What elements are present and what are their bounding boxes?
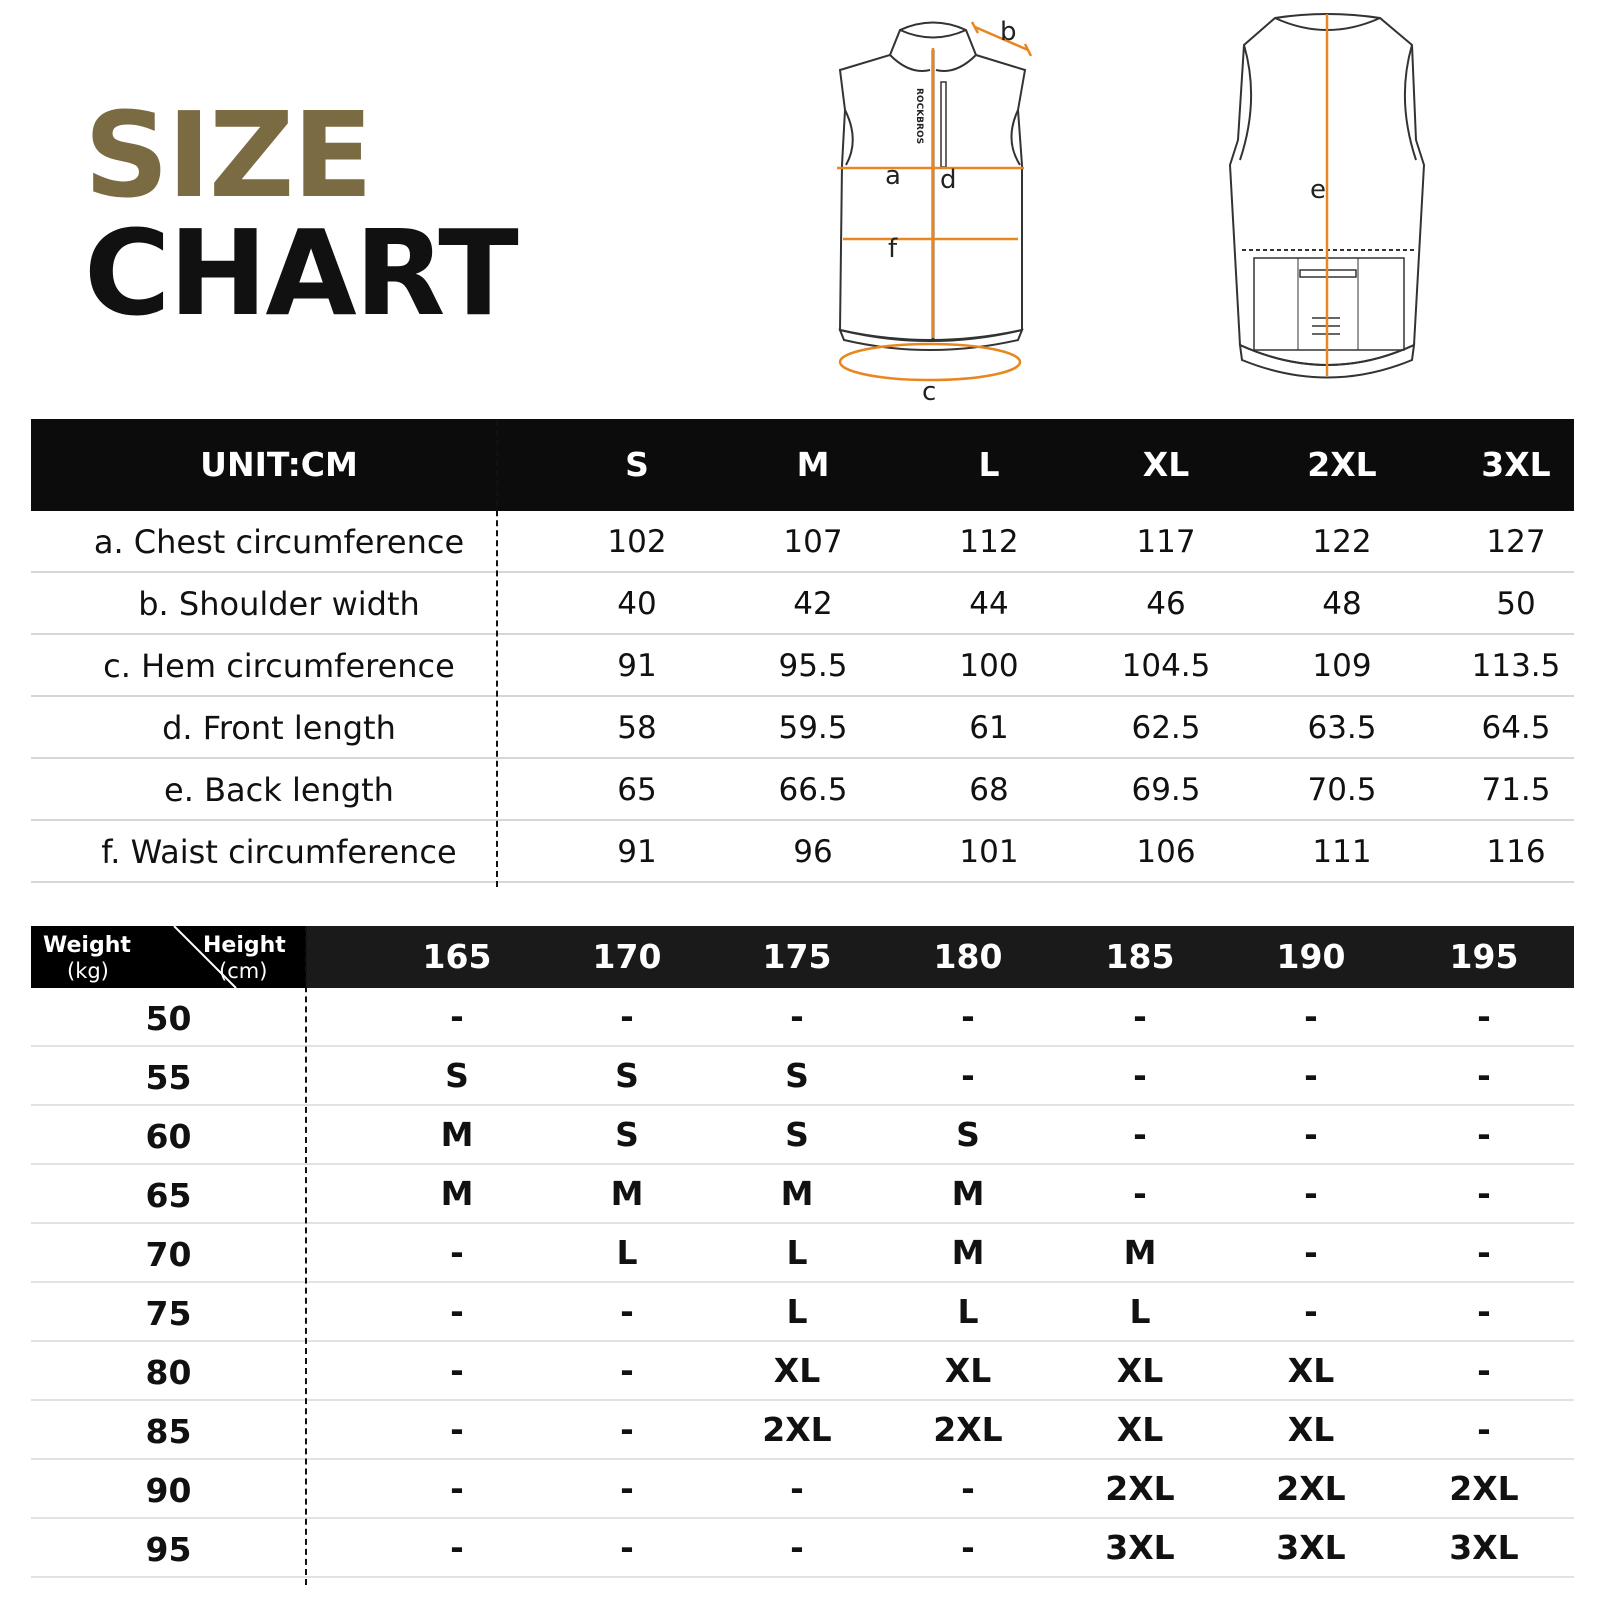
measurement-value: 62.5 [1131, 710, 1201, 746]
measurement-value: 95.5 [778, 648, 848, 684]
size-cell: - [790, 1528, 804, 1567]
size-cell: L [786, 1233, 808, 1272]
weight-value: 65 [145, 1176, 192, 1215]
size-cell: XL [1287, 1351, 1335, 1390]
size-header: S [625, 445, 649, 484]
size-cell: - [1477, 1174, 1491, 1213]
measurement-value: 65 [617, 772, 657, 808]
measurement-label: d. Front length [162, 709, 396, 747]
measurement-value: 46 [1146, 586, 1186, 622]
measurement-value: 104.5 [1121, 648, 1211, 684]
size-cell: - [1304, 1292, 1318, 1331]
label-c: c [922, 377, 937, 407]
weight-unit: (kg) [67, 959, 109, 983]
size-header: 3XL [1481, 445, 1551, 484]
size-recommendation-table [31, 926, 1574, 1578]
measurement-value: 42 [793, 586, 833, 622]
size-header: L [978, 445, 1000, 484]
size-cell: XL [1116, 1351, 1164, 1390]
size-cell: M [951, 1233, 985, 1272]
size-cell: - [1477, 997, 1491, 1036]
weight-row [31, 1047, 1574, 1106]
size-cell: L [1129, 1292, 1151, 1331]
size-cell: 3XL [1449, 1528, 1519, 1567]
weight-value: 50 [145, 999, 192, 1038]
size-cell: - [620, 1469, 634, 1508]
size-cell: - [1304, 1174, 1318, 1213]
size-cell: S [785, 1115, 809, 1154]
size-cell: - [1133, 1056, 1147, 1095]
measurement-value: 70.5 [1307, 772, 1377, 808]
measurement-value: 106 [1136, 834, 1196, 870]
size-cell: - [620, 1528, 634, 1567]
size-cell: M [610, 1174, 644, 1213]
size-cell: M [440, 1115, 474, 1154]
measurement-value: 58 [617, 710, 657, 746]
size-cell: - [961, 1528, 975, 1567]
brand-logo: ROCKBROS [914, 88, 924, 145]
size-cell: XL [1116, 1410, 1164, 1449]
weight-label: Weight [43, 933, 131, 958]
size-cell: - [961, 1469, 975, 1508]
size-cell: - [450, 1410, 464, 1449]
label-b: b [1000, 17, 1017, 47]
height-header: 185 [1105, 937, 1175, 976]
measurement-value: 71.5 [1481, 772, 1551, 808]
measurement-value: 112 [959, 524, 1019, 560]
size-cell: S [956, 1115, 980, 1154]
title-chart: CHART [84, 204, 517, 342]
size-cell: 2XL [1449, 1469, 1519, 1508]
weight-value: 95 [145, 1530, 192, 1569]
size-header: XL [1142, 445, 1190, 484]
size-cell: - [450, 1233, 464, 1272]
measurement-value: 122 [1312, 524, 1372, 560]
size-cell: M [440, 1174, 474, 1213]
measurement-row [31, 759, 1574, 821]
measurement-value: 113.5 [1471, 648, 1561, 684]
size-cell: - [620, 1351, 634, 1390]
size-cell: 2XL [762, 1410, 832, 1449]
measurement-value: 66.5 [778, 772, 848, 808]
size-cell: 3XL [1276, 1528, 1346, 1567]
weight-row [31, 1224, 1574, 1283]
size-cell: - [790, 1469, 804, 1508]
measurement-row [31, 821, 1574, 883]
size-cell: - [1133, 1115, 1147, 1154]
measurement-value: 40 [617, 586, 657, 622]
height-unit: (cm) [219, 959, 268, 983]
measurement-value: 116 [1486, 834, 1546, 870]
label-a: a [885, 161, 901, 191]
vest-diagram [800, 0, 1500, 410]
recommendation-divider [305, 926, 307, 1585]
measurement-value: 64.5 [1481, 710, 1551, 746]
label-f: f [888, 234, 898, 264]
size-cell: M [1123, 1233, 1157, 1272]
height-header: 175 [762, 937, 832, 976]
weight-row [31, 988, 1574, 1047]
size-cell: - [1304, 1056, 1318, 1095]
measurement-row [31, 697, 1574, 759]
size-cell: - [1133, 997, 1147, 1036]
height-label: Height [203, 933, 286, 958]
height-header: 180 [933, 937, 1003, 976]
size-cell: - [1477, 1115, 1491, 1154]
weight-row [31, 1165, 1574, 1224]
measurement-value: 59.5 [778, 710, 848, 746]
title-size: SIZE [84, 86, 372, 224]
recommendation-header [31, 926, 1574, 988]
size-cell: XL [773, 1351, 821, 1390]
size-cell: 2XL [933, 1410, 1003, 1449]
size-cell: - [1477, 1410, 1491, 1449]
measurement-value: 44 [969, 586, 1009, 622]
size-cell: - [1477, 1351, 1491, 1390]
measurement-value: 109 [1312, 648, 1372, 684]
size-cell: XL [1287, 1410, 1335, 1449]
measurement-label: f. Waist circumference [101, 833, 457, 871]
size-cell: - [961, 1056, 975, 1095]
measurement-label: a. Chest circumference [93, 523, 465, 561]
size-header: 2XL [1307, 445, 1377, 484]
size-cell: - [450, 1469, 464, 1508]
measurement-value: 102 [607, 524, 667, 560]
weight-row [31, 1283, 1574, 1342]
weight-row [31, 1401, 1574, 1460]
weight-value: 90 [145, 1471, 192, 1510]
size-cell: M [951, 1174, 985, 1213]
size-cell: - [961, 997, 975, 1036]
weight-value: 60 [145, 1117, 192, 1156]
weight-row [31, 1106, 1574, 1165]
measurement-label: b. Shoulder width [138, 585, 420, 623]
weight-value: 80 [145, 1353, 192, 1392]
weight-row [31, 1519, 1574, 1578]
size-cell: - [450, 1292, 464, 1331]
size-cell: 2XL [1105, 1469, 1175, 1508]
weight-value: 55 [145, 1058, 192, 1097]
size-cell: - [450, 1351, 464, 1390]
size-cell: - [620, 1292, 634, 1331]
size-cell: - [1304, 997, 1318, 1036]
measurement-value: 96 [793, 834, 833, 870]
size-cell: M [780, 1174, 814, 1213]
size-cell: S [445, 1056, 469, 1095]
measurement-table [31, 419, 1574, 883]
size-header: M [796, 445, 830, 484]
label-e: e [1310, 175, 1326, 205]
weight-value: 85 [145, 1412, 192, 1451]
size-cell: L [957, 1292, 979, 1331]
measurement-value: 68 [969, 772, 1009, 808]
height-header: 190 [1276, 937, 1346, 976]
size-cell: - [1304, 1115, 1318, 1154]
size-cell: L [786, 1292, 808, 1331]
size-cell: 3XL [1105, 1528, 1175, 1567]
label-d: d [940, 165, 957, 195]
size-cell: - [1133, 1174, 1147, 1213]
size-cell: XL [944, 1351, 992, 1390]
measurement-row [31, 573, 1574, 635]
height-header: 165 [422, 937, 492, 976]
measurement-row [31, 635, 1574, 697]
size-cell: S [785, 1056, 809, 1095]
measurement-header [31, 419, 1574, 511]
measurement-value: 107 [783, 524, 843, 560]
size-cell: - [790, 997, 804, 1036]
measurement-value: 101 [959, 834, 1019, 870]
size-cell: - [450, 997, 464, 1036]
unit-label: UNIT:CM [200, 445, 358, 484]
size-cell: - [620, 1410, 634, 1449]
size-cell: 2XL [1276, 1469, 1346, 1508]
size-cell: - [1477, 1292, 1491, 1331]
size-cell: S [615, 1115, 639, 1154]
measurement-label: e. Back length [164, 771, 394, 809]
measurement-value: 91 [617, 834, 657, 870]
weight-value: 70 [145, 1235, 192, 1274]
measurement-value: 111 [1312, 834, 1372, 870]
size-cell: - [1304, 1233, 1318, 1272]
measurement-value: 127 [1486, 524, 1546, 560]
weight-value: 75 [145, 1294, 192, 1333]
size-cell: - [450, 1528, 464, 1567]
size-cell: - [1477, 1233, 1491, 1272]
size-cell: S [615, 1056, 639, 1095]
size-cell: L [616, 1233, 638, 1272]
weight-row [31, 1342, 1574, 1401]
height-header: 170 [592, 937, 662, 976]
measurement-row [31, 511, 1574, 573]
measurement-divider [496, 420, 498, 887]
measurement-value: 100 [959, 648, 1019, 684]
measurement-value: 63.5 [1307, 710, 1377, 746]
measurement-value: 69.5 [1131, 772, 1201, 808]
size-cell: - [1477, 1056, 1491, 1095]
weight-height-corner [31, 926, 306, 988]
measurement-value: 117 [1136, 524, 1196, 560]
height-header: 195 [1449, 937, 1519, 976]
size-cell: - [620, 997, 634, 1036]
measurement-value: 48 [1322, 586, 1362, 622]
measurement-label: c. Hem circumference [103, 647, 455, 685]
measurement-value: 61 [969, 710, 1009, 746]
weight-row [31, 1460, 1574, 1519]
measurement-value: 50 [1496, 586, 1536, 622]
measurement-value: 91 [617, 648, 657, 684]
